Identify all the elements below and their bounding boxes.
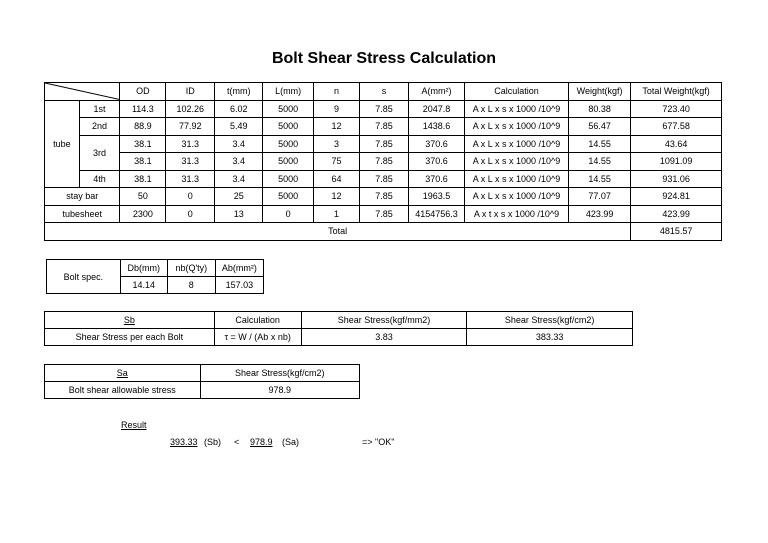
cell: 64 — [314, 170, 360, 188]
cell: 3 — [314, 135, 360, 153]
cell: 88.9 — [120, 118, 166, 136]
page-title: Bolt Shear Stress Calculation — [271, 50, 497, 67]
result-label: Result — [121, 420, 147, 430]
cell: 7.85 — [360, 153, 409, 171]
table-row — [45, 153, 722, 171]
cell: 7.85 — [360, 135, 409, 153]
row-label: stay bar — [45, 188, 120, 206]
cell: A x L x s x 1000 /10^9 — [465, 153, 569, 171]
cell: 8 — [167, 277, 215, 294]
header-cell: nb(Q'ty) — [167, 260, 215, 277]
cell: A x L x s x 1000 /10^9 — [465, 188, 569, 206]
cell: 77.07 — [568, 188, 630, 206]
cell: 1438.6 — [408, 118, 464, 136]
total-value: 4815.57 — [631, 223, 722, 241]
header-cell: Calculation — [465, 83, 569, 101]
cell: 14.55 — [568, 170, 630, 188]
result-operator: < — [234, 437, 240, 447]
cell: 0 — [166, 205, 215, 223]
cell: 4154756.3 — [408, 205, 464, 223]
header-cell: Shear Stress(kgf/cm2) — [467, 312, 633, 329]
cell: 12 — [314, 188, 360, 206]
cell: 7.85 — [360, 118, 409, 136]
cell: 38.1 — [120, 170, 166, 188]
cell: 1963.5 — [408, 188, 464, 206]
row-label: tubesheet — [45, 205, 120, 223]
bolt-spec-label: Bolt spec. — [47, 260, 121, 294]
header-cell: OD — [120, 83, 166, 101]
cell: 924.81 — [631, 188, 722, 206]
cell: 12 — [314, 118, 360, 136]
cell: 7.85 — [360, 188, 409, 206]
cell: 102.26 — [166, 100, 215, 118]
cell: 38.1 — [120, 135, 166, 153]
cell: A x L x s x 1000 /10^9 — [465, 170, 569, 188]
cell: 383.33 — [467, 329, 633, 346]
cell: 677.58 — [631, 118, 722, 136]
cell: 723.40 — [631, 100, 722, 118]
result-sa-value: 978.9 — [250, 437, 273, 447]
cell: Bolt shear allowable stress — [45, 382, 201, 399]
cell: τ = W / (Ab x nb) — [214, 329, 301, 346]
row-label: 4th — [79, 170, 120, 188]
cell: 31.3 — [166, 153, 215, 171]
cell: 38.1 — [120, 153, 166, 171]
cell: A x L x s x 1000 /10^9 — [465, 118, 569, 136]
sa-table — [44, 364, 360, 399]
cell: 0 — [166, 188, 215, 206]
cell: A x L x s x 1000 /10^9 — [465, 100, 569, 118]
cell: 75 — [314, 153, 360, 171]
cell: 14.55 — [568, 153, 630, 171]
cell: 1091.09 — [631, 153, 722, 171]
cell: 1 — [314, 205, 360, 223]
table-row — [45, 188, 722, 206]
table-row — [45, 100, 722, 118]
cell: 5000 — [263, 118, 314, 136]
cell: 3.83 — [301, 329, 467, 346]
cell: 14.14 — [120, 277, 167, 294]
cell: 931.06 — [631, 170, 722, 188]
table-row — [45, 170, 722, 188]
cell: 14.55 — [568, 135, 630, 153]
cell: 50 — [120, 188, 166, 206]
sb-header: Sb — [45, 312, 215, 329]
header-cell: Ab(mm²) — [215, 260, 263, 277]
cell: 80.38 — [568, 100, 630, 118]
row-label: 2nd — [79, 118, 120, 136]
corner-cell — [45, 83, 120, 101]
cell: 43.64 — [631, 135, 722, 153]
header-cell: t(mm) — [215, 83, 263, 101]
cell: 157.03 — [215, 277, 263, 294]
cell: Shear Stress per each Bolt — [45, 329, 215, 346]
cell: 2300 — [120, 205, 166, 223]
cell: A x t x s x 1000 /10^9 — [465, 205, 569, 223]
cell: 3.4 — [215, 170, 263, 188]
cell: 5000 — [263, 170, 314, 188]
table-row — [45, 205, 722, 223]
header-cell: Db(mm) — [120, 260, 167, 277]
bolt-spec-table — [46, 259, 264, 294]
cell: 3.4 — [215, 153, 263, 171]
cell: 7.85 — [360, 170, 409, 188]
header-row — [45, 83, 722, 101]
tube-group-label: tube — [45, 100, 80, 188]
cell: 5.49 — [215, 118, 263, 136]
cell: 978.9 — [200, 382, 359, 399]
total-row — [45, 223, 722, 241]
cell: 423.99 — [568, 205, 630, 223]
weight-table — [44, 82, 722, 241]
sb-table — [44, 311, 633, 346]
header-cell: n — [314, 83, 360, 101]
cell: 7.85 — [360, 205, 409, 223]
cell: 370.6 — [408, 170, 464, 188]
row-label: 3rd — [79, 135, 120, 170]
header-cell: A(mm²) — [408, 83, 464, 101]
header-cell: Shear Stress(kgf/mm2) — [301, 312, 467, 329]
cell: 0 — [263, 205, 314, 223]
result-sb-value: 393.33 — [170, 437, 198, 447]
cell: 25 — [215, 188, 263, 206]
cell: 5000 — [263, 135, 314, 153]
header-cell: L(mm) — [263, 83, 314, 101]
cell: 5000 — [263, 153, 314, 171]
cell: 77.92 — [166, 118, 215, 136]
sa-header: Sa — [45, 365, 201, 382]
result-sa-tag: (Sa) — [282, 437, 300, 447]
cell: 5000 — [263, 100, 314, 118]
table-row — [45, 135, 722, 153]
cell: 3.4 — [215, 135, 263, 153]
table-row — [45, 118, 722, 136]
cell: 31.3 — [166, 170, 215, 188]
cell: 13 — [215, 205, 263, 223]
row-label: 1st — [79, 100, 120, 118]
cell: 6.02 — [215, 100, 263, 118]
cell: 9 — [314, 100, 360, 118]
cell: 370.6 — [408, 153, 464, 171]
header-cell: Calculation — [214, 312, 301, 329]
cell: 2047.8 — [408, 100, 464, 118]
header-cell: ID — [166, 83, 215, 101]
result-verdict: => "OK" — [362, 437, 395, 447]
header-cell: Total Weight(kgf) — [631, 83, 722, 101]
header-cell: Shear Stress(kgf/cm2) — [200, 365, 359, 382]
cell: 423.99 — [631, 205, 722, 223]
cell: 5000 — [263, 188, 314, 206]
cell: 56.47 — [568, 118, 630, 136]
cell: 31.3 — [166, 135, 215, 153]
cell: A x L x s x 1000 /10^9 — [465, 135, 569, 153]
header-cell: s — [360, 83, 409, 101]
total-label: Total — [45, 223, 631, 241]
header-cell: Weight(kgf) — [568, 83, 630, 101]
cell: 370.6 — [408, 135, 464, 153]
result-sb-tag: (Sb) — [204, 437, 222, 447]
cell: 114.3 — [120, 100, 166, 118]
cell: 7.85 — [360, 100, 409, 118]
